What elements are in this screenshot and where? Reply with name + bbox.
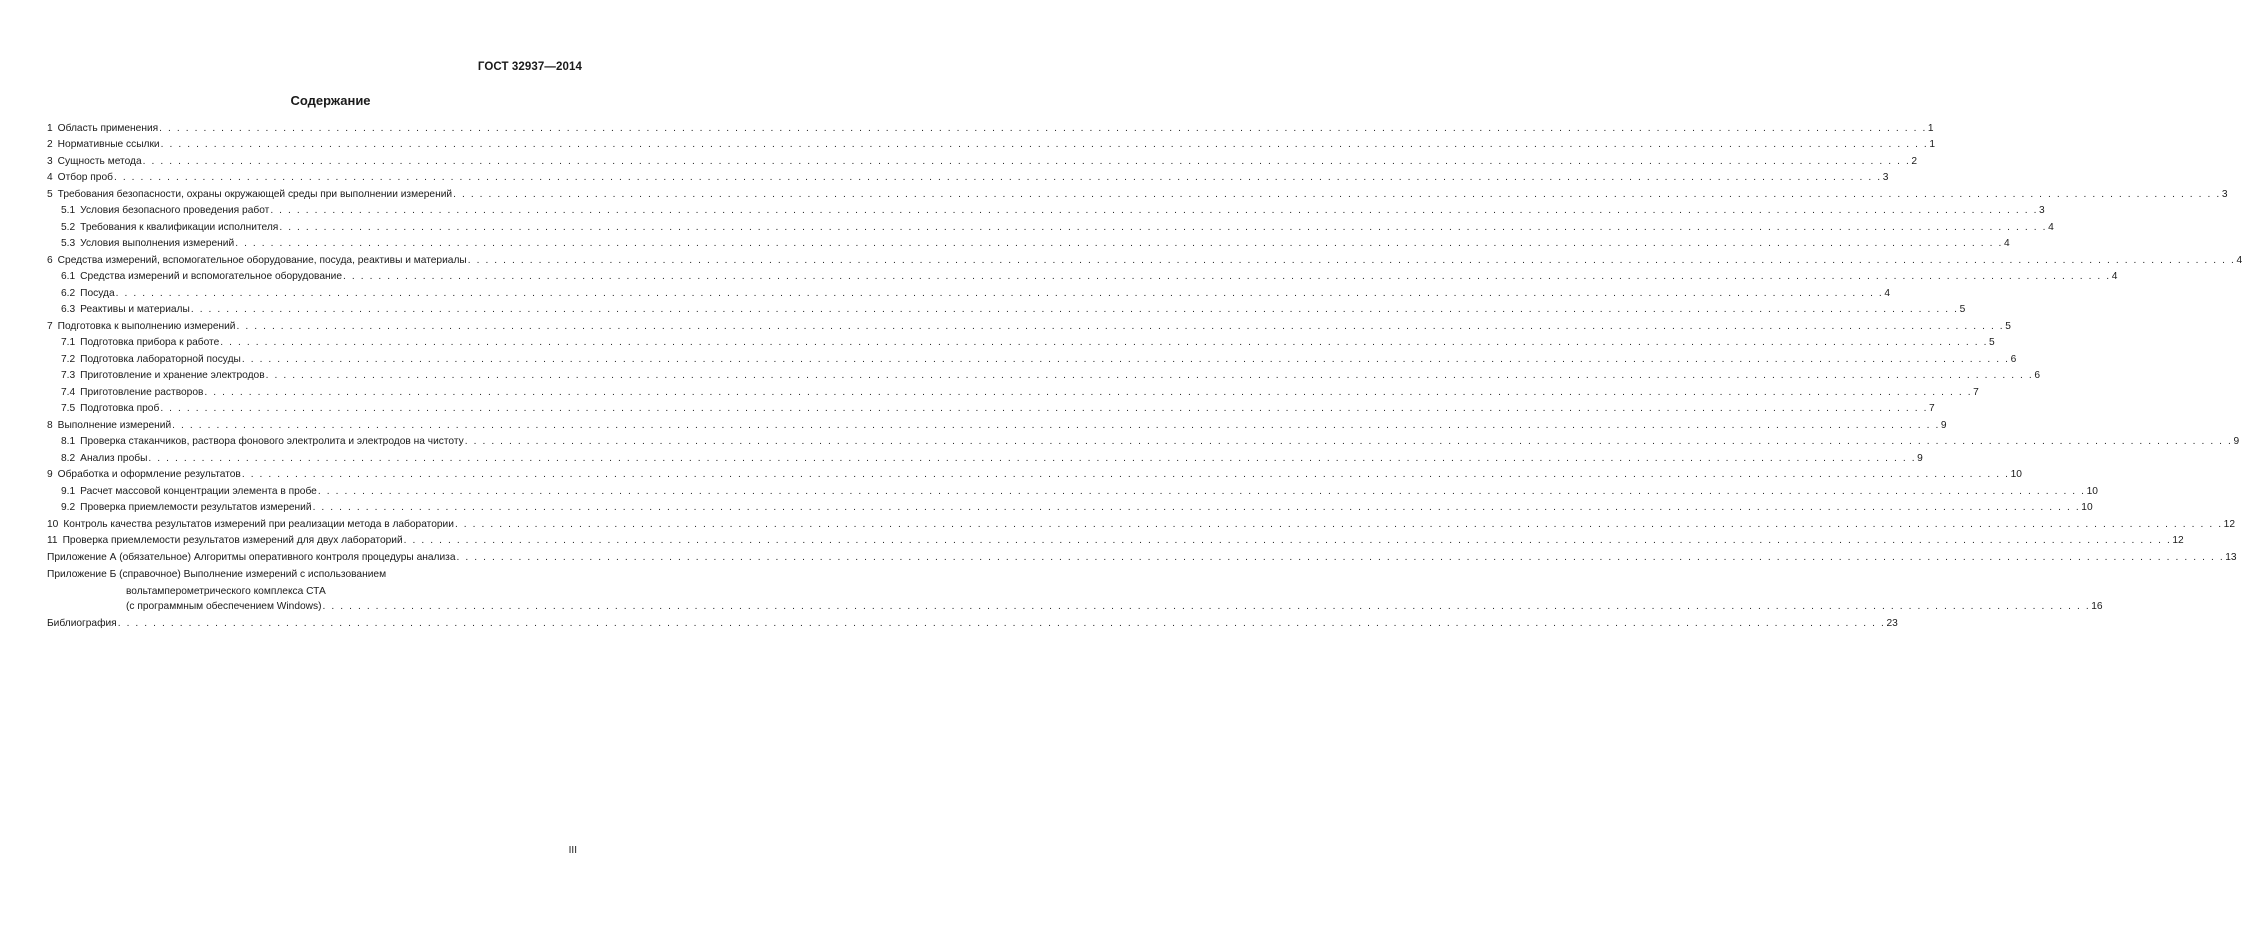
toc-entry-page: 12 <box>2172 535 2184 546</box>
toc-entry[interactable] <box>47 267 2118 284</box>
toc-entry-text: Подготовка лабораторной посуды <box>80 353 241 365</box>
toc-entry[interactable] <box>47 151 1918 168</box>
toc-entry[interactable] <box>47 366 2041 383</box>
toc-entry[interactable] <box>47 333 1995 350</box>
toc-entry[interactable] <box>47 184 2228 201</box>
leader-dots: . . . . . . . . . . . . . . . . . . . . . . . . . . . . . . . . . . . . . . . . . . . . . . . . . . . . . . . . . . . . . . . . . . . . . . . . . . . . . . . . . . . . . . . . . . . . . . . . . . . . . . . . . . . . . . . . . . . . . . . . . . . . . . . . . . . . . . . . . . . . . . . . . . . . . . . . . . . . . . . . . . . . . . . . . . . . . . . . . . . . . . . . . . . . . . . . . . . . . . . . <box>454 518 2223 530</box>
toc-entry-bibliography[interactable] <box>47 613 1898 630</box>
leader-dots: . . . . . . . . . . . . . . . . . . . . . . . . . . . . . . . . . . . . . . . . . . . . . . . . . . . . . . . . . . . . . . . . . . . . . . . . . . . . . . . . . . . . . . . . . . . . . . . . . . . . . . . . . . . . . . . . . . . . . . . . . . . . . . . . . . . . . . . . . . . . . . . . . . . . . . . . . . . . . . . . . . . . . . . . . . . . . . . . . . . . . . . . . . . . . . . . . . . . . . . . <box>190 304 1959 315</box>
toc-entry-number: 7.4 <box>61 386 76 398</box>
toc-entry-number: 8 <box>47 419 53 431</box>
toc-entry-page: 9 <box>1940 419 1947 431</box>
toc-entry-number: 9.1 <box>61 485 76 497</box>
toc-entry-number: 3 <box>47 155 53 167</box>
toc-entry-page: 7 <box>1929 403 1935 414</box>
toc-entry[interactable] <box>47 168 1889 185</box>
toc-entry-number: 10 <box>47 518 59 530</box>
toc-entry[interactable] <box>47 465 2022 482</box>
toc-entry-text: Посуда <box>80 287 115 299</box>
toc-entry-text: Приготовление растворов <box>80 386 204 398</box>
toc-entry[interactable] <box>47 399 1935 416</box>
leader-dots: . . . . . . . . . . . . . . . . . . . . . . . . . . . . . . . . . . . . . . . . . . . . . . . . . . . . . . . . . . . . . . . . . . . . . . . . . . . . . . . . . . . . . . . . . . . . . . . . . . . . . . . . . . . . . . . . . . . . . . . . . . . . . . . . . . . . . . . . . . . . . . . . . . . . . . . . . . . . . . . . . . . . . . . . . . . . . . . . . . . . . . . . . . . . . . . . . . . . . . . . <box>142 155 1911 167</box>
toc-entry-page: 9 <box>1917 452 1923 464</box>
toc-entry-number: 6.3 <box>61 304 76 315</box>
toc-entry[interactable] <box>47 481 2098 498</box>
toc-entry-text: Средства измерений и вспомогательное оборудование <box>80 271 342 282</box>
toc-entry[interactable] <box>47 201 2045 218</box>
toc-entry-page: 2 <box>1911 155 1918 167</box>
table-of-contents <box>47 118 2242 630</box>
toc-entry-appendix-b-text: (с программным обеспечением Windows) <box>126 601 322 612</box>
toc-entry-page: 1 <box>1927 122 1934 134</box>
toc-entry-text: Выполнение измерений <box>57 419 172 431</box>
toc-entry-page: 10 <box>2010 469 2022 480</box>
leader-dots: . . . . . . . . . . . . . . . . . . . . . . . . . . . . . . . . . . . . . . . . . . . . . . . . . . . . . . . . . . . . . . . . . . . . . . . . . . . . . . . . . . . . . . . . . . . . . . . . . . . . . . . . . . . . . . . . . . . . . . . . . . . . . . . . . . . . . . . . . . . . . . . . . . . . . . . . . . . . . . . . . . . . . . . . . . . . . . . . . . . . . . . . . . . . . . . . . . . . . . . . <box>464 436 2233 447</box>
toc-entry-number: 8.2 <box>61 452 76 464</box>
leader-dots: . . . . . . . . . . . . . . . . . . . . . . . . . . . . . . . . . . . . . . . . . . . . . . . . . . . . . . . . . . . . . . . . . . . . . . . . . . . . . . . . . . . . . . . . . . . . . . . . . . . . . . . . . . . . . . . . . . . . . . . . . . . . . . . . . . . . . . . . . . . . . . . . . . . . . . . . . . . . . . . . . . . . . . . . . . . . . . . . . . . . . . . . . . . . . . . . . . . . . . . . <box>467 254 2236 266</box>
toc-entry-page: 3 <box>2039 205 2045 216</box>
toc-entry-text: Реактивы и материалы <box>80 304 190 315</box>
leader-dots: . . . . . . . . . . . . . . . . . . . . . . . . . . . . . . . . . . . . . . . . . . . . . . . . . . . . . . . . . . . . . . . . . . . . . . . . . . . . . . . . . . . . . . . . . . . . . . . . . . . . . . . . . . . . . . . . . . . . . . . . . . . . . . . . . . . . . . . . . . . . . . . . . . . . . . . . . . . . . . . . . . . . . . . . . . . . . . . . . . . . . . . . . . . . . . . . . . . . . . . . <box>148 452 1917 464</box>
toc-entry-text: Проверка приемлемости результатов измерений <box>80 502 312 513</box>
toc-entry[interactable] <box>47 514 2236 531</box>
leader-dots: . . . . . . . . . . . . . . . . . . . . . . . . . . . . . . . . . . . . . . . . . . . . . . . . . . . . . . . . . . . . . . . . . . . . . . . . . . . . . . . . . . . . . . . . . . . . . . . . . . . . . . . . . . . . . . . . . . . . . . . . . . . . . . . . . . . . . . . . . . . . . . . . . . . . . . . . . . . . . . . . . . . . . . . . . . . . . . . . . . . . . . . . . . . . . . . . . . . . . . . . <box>270 205 2039 216</box>
toc-entry[interactable] <box>47 217 2054 234</box>
leader-dots: . . . . . . . . . . . . . . . . . . . . . . . . . . . . . . . . . . . . . . . . . . . . . . . . . . . . . . . . . . . . . . . . . . . . . . . . . . . . . . . . . . . . . . . . . . . . . . . . . . . . . . . . . . . . . . . . . . . . . . . . . . . . . . . . . . . . . . . . . . . . . . . . . . . . . . . . . . . . . . . . . . . . . . . . . . . . . . . . . . . . . . . . . . . . . . . . . . . . . . . . <box>279 221 2048 233</box>
toc-entry-text: Сущность метода <box>57 155 142 167</box>
leader-dots: . . . . . . . . . . . . . . . . . . . . . . . . . . . . . . . . . . . . . . . . . . . . . . . . . . . . . . . . . . . . . . . . . . . . . . . . . . . . . . . . . . . . . . . . . . . . . . . . . . . . . . . . . . . . . . . . . . . . . . . . . . . . . . . . . . . . . . . . . . . . . . . . . . . . . . . . . . . . . . . . . . . . . . . . . . . . . . . . . . . . . . . . . . . . . . . . . . . . . . . . <box>265 370 2034 381</box>
toc-entry[interactable] <box>47 531 2184 548</box>
leader-dots: . . . . . . . . . . . . . . . . . . . . . . . . . . . . . . . . . . . . . . . . . . . . . . . . . . . . . . . . . . . . . . . . . . . . . . . . . . . . . . . . . . . . . . . . . . . . . . . . . . . . . . . . . . . . . . . . . . . . . . . . . . . . . . . . . . . . . . . . . . . . . . . . . . . . . . . . . . . . . . . . . . . . . . . . . . . . . . . . . . . . . . . . . . . . . . . . . . . . . . . . <box>342 271 2111 282</box>
toc-entry-appendix-b-line2: вольтамперометрического комплекса СТА <box>126 585 326 597</box>
leader-dots: . . . . . . . . . . . . . . . . . . . . . . . . . . . . . . . . . . . . . . . . . . . . . . . . . . . . . . . . . . . . . . . . . . . . . . . . . . . . . . . . . . . . . . . . . . . . . . . . . . . . . . . . . . . . . . . . . . . . . . . . . . . . . . . . . . . . . . . . . . . . . . . . . . . . . . . . . . . . . . . . . . . . . . . . . . . . . . . . . . . . . . . . . . . . . . . . . . . . . . . . <box>220 337 1989 348</box>
toc-entry[interactable] <box>47 135 1936 152</box>
toc-entry-number: 5 <box>47 188 53 200</box>
leader-dots: . . . . . . . . . . . . . . . . . . . . . . . . . . . . . . . . . . . . . . . . . . . . . . . . . . . . . . . . . . . . . . . . . . . . . . . . . . . . . . . . . . . . . . . . . . . . . . . . . . . . . . . . . . . . . . . . . . . . . . . . . . . . . . . . . . . . . . . . . . . . . . . . . . . . . . . . . . . . . . . . . . . . . . . . . . . . . . . . . . . . . . . . . . . . . . . . . . . . . . . . <box>115 287 1884 299</box>
leader-dots: . . . . . . . . . . . . . . . . . . . . . . . . . . . . . . . . . . . . . . . . . . . . . . . . . . . . . . . . . . . . . . . . . . . . . . . . . . . . . . . . . . . . . . . . . . . . . . . . . . . . . . . . . . . . . . . . . . . . . . . . . . . . . . . . . . . . . . . . . . . . . . . . . . . . . . . . . . . . . . . . . . . . . . . . . . . . . . . . . . . . . . . . . . . . . . . . . . . . . . . . <box>160 403 1929 414</box>
toc-entry[interactable] <box>47 250 2242 267</box>
leader-dots: . . . . . . . . . . . . . . . . . . . . . . . . . . . . . . . . . . . . . . . . . . . . . . . . . . . . . . . . . . . . . . . . . . . . . . . . . . . . . . . . . . . . . . . . . . . . . . . . . . . . . . . . . . . . . . . . . . . . . . . . . . . . . . . . . . . . . . . . . . . . . . . . . . . . . . . . . . . . . . . . . . . . . . . . . . . . . . . . . . . . . . . . . . . . . . . . . . . . . . . . <box>117 617 1886 629</box>
leader-dots: . . . . . . . . . . . . . . . . . . . . . . . . . . . . . . . . . . . . . . . . . . . . . . . . . . . . . . . . . . . . . . . . . . . . . . . . . . . . . . . . . . . . . . . . . . . . . . . . . . . . . . . . . . . . . . . . . . . . . . . . . . . . . . . . . . . . . . . . . . . . . . . . . . . . . . . . . . . . . . . . . . . . . . . . . . . . . . . . . . . . . . . . . . . . . . . . . . . . . . . . <box>312 502 2081 513</box>
toc-entry[interactable] <box>47 349 2017 366</box>
toc-entry-page: 7 <box>1973 386 1979 398</box>
toc-entry-text: Подготовка к выполнению измерений <box>57 320 236 332</box>
toc-entry-page: 1 <box>1929 139 1936 150</box>
toc-entry-number: 9.2 <box>61 502 76 513</box>
toc-entry-text: Подготовка прибора к работе <box>80 337 220 348</box>
toc-entry-text: Условия выполнения измерений <box>80 238 235 249</box>
toc-entry-number: 6.1 <box>61 271 76 282</box>
toc-entry-page: 13 <box>2225 551 2237 563</box>
toc-entry-number: 7.3 <box>61 370 76 381</box>
toc-entry-page: 3 <box>1882 172 1889 183</box>
toc-entry[interactable] <box>47 498 2093 515</box>
toc-entry-number: 9 <box>47 469 53 480</box>
toc-entry-page: 16 <box>2091 601 2103 612</box>
toc-entry-number: 7 <box>47 320 53 332</box>
toc-entry-number: 5.3 <box>61 238 76 249</box>
leader-dots: . . . . . . . . . . . . . . . . . . . . . . . . . . . . . . . . . . . . . . . . . . . . . . . . . . . . . . . . . . . . . . . . . . . . . . . . . . . . . . . . . . . . . . . . . . . . . . . . . . . . . . . . . . . . . . . . . . . . . . . . . . . . . . . . . . . . . . . . . . . . . . . . . . . . . . . . . . . . . . . . . . . . . . . . . . . . . . . . . . . . . . . . . . . . . . . . . . . . . . . . <box>113 172 1882 183</box>
toc-entry-page: 12 <box>2223 518 2236 530</box>
toc-entry-number: 5.2 <box>61 221 76 233</box>
leader-dots: . . . . . . . . . . . . . . . . . . . . . . . . . . . . . . . . . . . . . . . . . . . . . . . . . . . . . . . . . . . . . . . . . . . . . . . . . . . . . . . . . . . . . . . . . . . . . . . . . . . . . . . . . . . . . . . . . . . . . . . . . . . . . . . . . . . . . . . . . . . . . . . . . . . . . . . . . . . . . . . . . . . . . . . . . . . . . . . . . . . . . . . . . . . . . . . . . . . . . . . . <box>241 353 2010 365</box>
toc-entry-page: 4 <box>2003 238 2010 249</box>
toc-entry-number: 8.1 <box>61 436 76 447</box>
toc-entry-text: Условия безопасного проведения работ <box>80 205 270 216</box>
toc-entry[interactable] <box>47 432 2240 449</box>
toc-entries <box>47 118 2242 564</box>
toc-entry-text: Средства измерений, вспомогательное оборудование, посуда, реактивы и материалы <box>57 254 467 266</box>
toc-entry-appendix-b-line1: Приложение Б (справочное) Выполнение измерений с использованием <box>47 569 387 580</box>
toc-entry-number: 5.1 <box>61 205 76 216</box>
toc-entry[interactable] <box>47 283 1891 300</box>
toc-entry-page: 3 <box>2221 188 2228 200</box>
toc-entry-text: Приготовление и хранение электродов <box>80 370 265 381</box>
toc-entry-number: 2 <box>47 139 53 150</box>
toc-entry-page: 4 <box>2048 221 2054 233</box>
toc-entry-text: Библиография <box>47 617 117 629</box>
toc-entry-text: Подготовка проб <box>80 403 160 414</box>
toc-entry[interactable] <box>47 234 2010 251</box>
toc-entry[interactable] <box>47 300 1966 317</box>
toc-entry-page: 10 <box>2086 485 2098 497</box>
toc-entry-appendix-b[interactable] <box>47 564 2103 614</box>
leader-dots: . . . . . . . . . . . . . . . . . . . . . . . . . . . . . . . . . . . . . . . . . . . . . . . . . . . . . . . . . . . . . . . . . . . . . . . . . . . . . . . . . . . . . . . . . . . . . . . . . . . . . . . . . . . . . . . . . . . . . . . . . . . . . . . . . . . . . . . . . . . . . . . . . . . . . . . . . . . . . . . . . . . . . . . . . . . . . . . . . . . . . . . . . . . . . . . . . . . . . . . . <box>453 188 2221 200</box>
page-number-footer: III <box>568 845 577 856</box>
toc-entry-text: Нормативные ссылки <box>57 139 160 150</box>
toc-entry-page: 5 <box>1989 337 1995 348</box>
toc-entry-page: 23 <box>1886 617 1898 629</box>
toc-entry-page: 9 <box>2233 436 2240 447</box>
toc-entry-text: Требования к квалификации исполнителя <box>80 221 279 233</box>
toc-entry-text: Проверка стаканчиков, раствора фонового электролита и электродов на чистоту <box>80 436 464 447</box>
toc-entry-page: 4 <box>2236 254 2242 266</box>
toc-entry-number: 6 <box>47 254 53 266</box>
page-title: Содержание <box>290 93 371 108</box>
toc-entry-text: Обработка и оформление результатов <box>57 469 241 480</box>
leader-dots: . . . . . . . . . . . . . . . . . . . . . . . . . . . . . . . . . . . . . . . . . . . . . . . . . . . . . . . . . . . . . . . . . . . . . . . . . . . . . . . . . . . . . . . . . . . . . . . . . . . . . . . . . . . . . . . . . . . . . . . . . . . . . . . . . . . . . . . . . . . . . . . . . . . . . . . . . . . . . . . . . . . . . . . . . . . . . . . . . . . . . . . . . . . . . . . . . . . . . . . . <box>235 238 2003 249</box>
toc-entry-text: Расчет массовой концентрации элемента в пробе <box>80 485 317 497</box>
toc-entry-appendix-b-line3 <box>47 597 2103 614</box>
toc-entry-number: 6.2 <box>61 287 76 299</box>
toc-entry[interactable] <box>47 415 1947 432</box>
leader-dots: . . . . . . . . . . . . . . . . . . . . . . . . . . . . . . . . . . . . . . . . . . . . . . . . . . . . . . . . . . . . . . . . . . . . . . . . . . . . . . . . . . . . . . . . . . . . . . . . . . . . . . . . . . . . . . . . . . . . . . . . . . . . . . . . . . . . . . . . . . . . . . . . . . . . . . . . . . . . . . . . . . . . . . . . . . . . . . . . . . . . . . . . . . . . . . . . . . . . . . . . <box>172 419 1940 431</box>
toc-entry-text: Приложение А (обязательное) Алгоритмы оперативного контроля процедуры анализа <box>47 551 456 563</box>
leader-dots: . . . . . . . . . . . . . . . . . . . . . . . . . . . . . . . . . . . . . . . . . . . . . . . . . . . . . . . . . . . . . . . . . . . . . . . . . . . . . . . . . . . . . . . . . . . . . . . . . . . . . . . . . . . . . . . . . . . . . . . . . . . . . . . . . . . . . . . . . . . . . . . . . . . . . . . . . . . . . . . . . . . . . . . . . . . . . . . . . . . . . . . . . . . . . . . . . . . . . . . . <box>403 535 2172 546</box>
leader-dots: . . . . . . . . . . . . . . . . . . . . . . . . . . . . . . . . . . . . . . . . . . . . . . . . . . . . . . . . . . . . . . . . . . . . . . . . . . . . . . . . . . . . . . . . . . . . . . . . . . . . . . . . . . . . . . . . . . . . . . . . . . . . . . . . . . . . . . . . . . . . . . . . . . . . . . . . . . . . . . . . . . . . . . . . . . . . . . . . . . . . . . . . . . . . . . . . . . . . . . . . <box>160 139 1929 150</box>
leader-dots: . . . . . . . . . . . . . . . . . . . . . . . . . . . . . . . . . . . . . . . . . . . . . . . . . . . . . . . . . . . . . . . . . . . . . . . . . . . . . . . . . . . . . . . . . . . . . . . . . . . . . . . . . . . . . . . . . . . . . . . . . . . . . . . . . . . . . . . . . . . . . . . . . . . . . . . . . . . . . . . . . . . . . . . . . . . . . . . . . . . . . . . . . . . . . . . . . . . . . . . . <box>204 386 1973 398</box>
toc-entry-page: 4 <box>1884 287 1891 299</box>
toc-entry[interactable] <box>47 547 2237 564</box>
leader-dots: . . . . . . . . . . . . . . . . . . . . . . . . . . . . . . . . . . . . . . . . . . . . . . . . . . . . . . . . . . . . . . . . . . . . . . . . . . . . . . . . . . . . . . . . . . . . . . . . . . . . . . . . . . . . . . . . . . . . . . . . . . . . . . . . . . . . . . . . . . . . . . . . . . . . . . . . . . . . . . . . . . . . . . . . . . . . . . . . . . . . . . . . . . . . . . . . . . . . . . . . <box>322 601 2091 612</box>
toc-entry-text: Анализ пробы <box>80 452 148 464</box>
toc-entry-page: 4 <box>2111 271 2118 282</box>
toc-entry-page: 5 <box>1959 304 1966 315</box>
toc-entry-page: 5 <box>2005 320 2011 332</box>
leader-dots: . . . . . . . . . . . . . . . . . . . . . . . . . . . . . . . . . . . . . . . . . . . . . . . . . . . . . . . . . . . . . . . . . . . . . . . . . . . . . . . . . . . . . . . . . . . . . . . . . . . . . . . . . . . . . . . . . . . . . . . . . . . . . . . . . . . . . . . . . . . . . . . . . . . . . . . . . . . . . . . . . . . . . . . . . . . . . . . . . . . . . . . . . . . . . . . . . . . . . . . . <box>317 485 2086 497</box>
leader-dots: . . . . . . . . . . . . . . . . . . . . . . . . . . . . . . . . . . . . . . . . . . . . . . . . . . . . . . . . . . . . . . . . . . . . . . . . . . . . . . . . . . . . . . . . . . . . . . . . . . . . . . . . . . . . . . . . . . . . . . . . . . . . . . . . . . . . . . . . . . . . . . . . . . . . . . . . . . . . . . . . . . . . . . . . . . . . . . . . . . . . . . . . . . . . . . . . . . . . . . . . <box>456 551 2225 563</box>
toc-entry[interactable] <box>47 316 2011 333</box>
toc-entry-number: 7.5 <box>61 403 76 414</box>
toc-entry-number: 7.2 <box>61 353 76 365</box>
toc-entry-text: Отбор проб <box>57 172 113 183</box>
leader-dots: . . . . . . . . . . . . . . . . . . . . . . . . . . . . . . . . . . . . . . . . . . . . . . . . . . . . . . . . . . . . . . . . . . . . . . . . . . . . . . . . . . . . . . . . . . . . . . . . . . . . . . . . . . . . . . . . . . . . . . . . . . . . . . . . . . . . . . . . . . . . . . . . . . . . . . . . . . . . . . . . . . . . . . . . . . . . . . . . . . . . . . . . . . . . . . . . . . . . . . . . <box>241 469 2010 480</box>
toc-entry-text: Проверка приемлемости результатов измерений для двух лабораторий <box>62 535 403 546</box>
toc-entry-text: Контроль качества результатов измерений при реализации метода в лаборатории <box>63 518 454 530</box>
toc-entry[interactable] <box>47 448 1923 465</box>
toc-entry-number: 7.1 <box>61 337 76 348</box>
toc-entry[interactable] <box>47 382 1979 399</box>
toc-entry-text: Требования безопасности, охраны окружающей среды при выполнении измерений <box>57 188 453 200</box>
toc-entry[interactable] <box>47 118 1934 135</box>
leader-dots: . . . . . . . . . . . . . . . . . . . . . . . . . . . . . . . . . . . . . . . . . . . . . . . . . . . . . . . . . . . . . . . . . . . . . . . . . . . . . . . . . . . . . . . . . . . . . . . . . . . . . . . . . . . . . . . . . . . . . . . . . . . . . . . . . . . . . . . . . . . . . . . . . . . . . . . . . . . . . . . . . . . . . . . . . . . . . . . . . . . . . . . . . . . . . . . . . . . . . . . . <box>159 122 1927 134</box>
toc-entry-page: 6 <box>2034 370 2041 381</box>
toc-entry-number: 4 <box>47 172 53 183</box>
leader-dots: . . . . . . . . . . . . . . . . . . . . . . . . . . . . . . . . . . . . . . . . . . . . . . . . . . . . . . . . . . . . . . . . . . . . . . . . . . . . . . . . . . . . . . . . . . . . . . . . . . . . . . . . . . . . . . . . . . . . . . . . . . . . . . . . . . . . . . . . . . . . . . . . . . . . . . . . . . . . . . . . . . . . . . . . . . . . . . . . . . . . . . . . . . . . . . . . . . . . . . . . <box>236 320 2005 332</box>
toc-entry-text: Область применения <box>57 122 159 134</box>
toc-entry-page: 10 <box>2081 502 2093 513</box>
standard-number: ГОСТ 32937—2014 <box>477 61 582 73</box>
toc-entry-number: 11 <box>47 535 58 546</box>
toc-entry-number: 1 <box>47 122 53 134</box>
toc-entry-page: 6 <box>2010 353 2017 365</box>
